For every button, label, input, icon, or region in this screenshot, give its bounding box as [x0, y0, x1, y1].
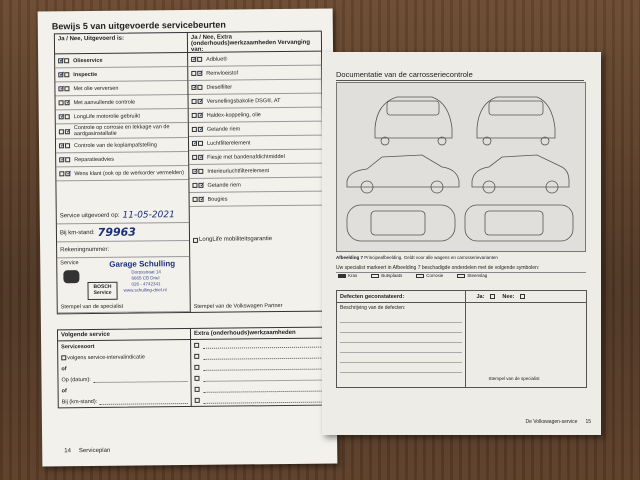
- extra-item-row: [188, 66, 321, 81]
- ja-checkbox[interactable]: [191, 57, 196, 62]
- service-date-value[interactable]: 11-05-2021: [122, 209, 175, 221]
- nee-checkbox[interactable]: [65, 100, 70, 105]
- extra-item-checkbox-pair: [191, 85, 203, 90]
- of-label-1: of: [61, 365, 67, 372]
- hatch-side-view: [472, 155, 569, 187]
- service-item-row: [55, 67, 187, 82]
- km2-row: [59, 395, 191, 407]
- extra-item-checkbox-pair: [192, 141, 204, 146]
- nee-checkbox[interactable]: [197, 71, 202, 76]
- yes-label: Ja:: [476, 293, 485, 300]
- longlife-checkbox[interactable]: [193, 237, 198, 242]
- service-item-label: LongLife motorolie gebruikt: [73, 112, 141, 120]
- extra-item-checkbox-pair: [193, 197, 205, 202]
- extra-item-label: Dieselfilter: [206, 84, 233, 91]
- hatch-top-roof: [485, 211, 543, 235]
- nee-checkbox[interactable]: [198, 127, 203, 132]
- service-item-checkbox-pair: [59, 143, 71, 148]
- extra-checkbox-3[interactable]: [194, 365, 199, 370]
- extra-work-header: Extra (onderhouds)werkzaamheden: [191, 328, 324, 340]
- ja-checkbox[interactable]: [59, 100, 64, 105]
- ja-checkbox[interactable]: [191, 85, 196, 90]
- defects-label: Defecten geconstateerd:: [337, 291, 466, 302]
- interval-checkbox[interactable]: [61, 355, 66, 360]
- km-row: [57, 223, 189, 242]
- car-outlines-svg: [337, 83, 587, 253]
- stamp-service-label: Service: [60, 260, 79, 267]
- service-item-row: [56, 95, 188, 110]
- extra-item-checkbox-pair: [192, 155, 204, 160]
- service-item-row: [56, 152, 188, 167]
- service-item-checkbox-pair: [59, 129, 71, 134]
- ja-checkbox[interactable]: [58, 72, 63, 77]
- service-item-label: Olieservice: [73, 57, 103, 64]
- service-item-row: [56, 138, 188, 153]
- description-line-2[interactable]: [340, 323, 462, 333]
- extra-item-row: [188, 80, 321, 95]
- ja-checkbox[interactable]: [192, 169, 197, 174]
- service-item-checkbox-pair: [58, 86, 70, 91]
- extra-item-row: [189, 178, 322, 193]
- bosch-service-logo: [87, 282, 117, 300]
- ja-checkbox[interactable]: [192, 141, 197, 146]
- ja-checkbox[interactable]: [192, 99, 197, 104]
- extra-item-label: Interieurluchtfilterelement: [207, 167, 270, 175]
- nee-checkbox[interactable]: [198, 183, 203, 188]
- interval-label: volgens service-intervalindicatie: [67, 353, 145, 361]
- service-item-row: [56, 166, 188, 181]
- nee-checkbox[interactable]: [65, 171, 70, 176]
- service-item-row: [55, 53, 187, 68]
- invoice-label: Rekeningnummer:: [60, 246, 110, 253]
- extra-field-2[interactable]: [203, 352, 321, 359]
- service-item-label: Reparatieadvies: [74, 156, 114, 163]
- legend-item: [457, 273, 487, 278]
- service-item-checkbox-pair: [58, 72, 70, 77]
- stamp-line4: www.schulling-driel.nl: [123, 287, 167, 293]
- ja-checkbox[interactable]: [193, 197, 198, 202]
- yes-checkbox[interactable]: [490, 294, 495, 299]
- stamp-garage-name: Garage Schulling: [109, 259, 176, 269]
- damage-legend: [338, 273, 487, 278]
- ja-checkbox[interactable]: [59, 114, 64, 119]
- extra-item-row: [189, 122, 322, 137]
- service-table: [54, 31, 325, 315]
- invoice-row: [57, 241, 189, 258]
- extra-field-3[interactable]: [203, 363, 321, 370]
- extra-items-list: [188, 52, 323, 207]
- extra-field-1[interactable]: [203, 341, 321, 348]
- ja-checkbox[interactable]: [59, 157, 64, 162]
- stamp-line1: Dorpsstraat 14: [131, 269, 161, 275]
- car-rear-view: [375, 97, 452, 138]
- right-page: [322, 52, 601, 435]
- description-line-3[interactable]: [340, 333, 462, 343]
- extra-item-checkbox-pair: [191, 57, 203, 62]
- service-item-row: [55, 81, 187, 96]
- right-page-number: 15: [585, 419, 591, 425]
- col-header-left: Ja / Nee, Uitgevoerd is:: [55, 33, 188, 53]
- extra-item-checkbox-pair: [192, 127, 204, 132]
- ja-checkbox[interactable]: [192, 127, 197, 132]
- ja-checkbox[interactable]: [192, 155, 197, 160]
- caption-text: Principeafbeelding. Geldt voor alle wagens en carrosserievarianten: [364, 255, 498, 260]
- extra-checkbox-1[interactable]: [194, 343, 199, 348]
- extra-item-label: Luchtfilterelement: [206, 139, 251, 147]
- right-footer-text: De Volkswagen-service: [525, 419, 578, 425]
- stamp-line2: 6665 CB Driel: [131, 275, 160, 281]
- service-item-label: Inspectie: [73, 71, 98, 78]
- servicesoort-label: Servicesoort: [61, 343, 95, 350]
- defects-table: [336, 290, 587, 388]
- ja-checkbox[interactable]: [192, 113, 197, 118]
- legend-label: Corrosie: [426, 273, 444, 278]
- longlife-label: LongLife mobiliteitsgarantie: [198, 236, 273, 243]
- left-footer: [64, 448, 110, 454]
- extra-item-row: [190, 192, 323, 207]
- legend-steenslag-marker: [457, 274, 465, 278]
- no-checkbox[interactable]: [520, 294, 525, 299]
- extra-item-checkbox-pair: [192, 183, 204, 188]
- service-date-row: [57, 207, 189, 224]
- right-stamp-label: Stempel van de specialist: [488, 376, 540, 381]
- extra-item-checkbox-pair: [191, 71, 203, 76]
- partner-stamp-label: Stempel van de Volkswagen Partner: [193, 303, 283, 310]
- extra-item-row: [189, 150, 322, 165]
- description-line-5[interactable]: [340, 353, 462, 363]
- service-item-checkbox-pair: [59, 157, 71, 162]
- ja-checkbox[interactable]: [59, 143, 64, 148]
- sedan-top-view: [347, 205, 455, 241]
- description-label: Beschrijving van de defecten:: [340, 305, 406, 311]
- date-field[interactable]: [94, 376, 188, 383]
- service-item-row: [56, 109, 188, 124]
- no-label: Nee:: [502, 293, 515, 300]
- extra-item-label: Bougies: [207, 196, 228, 203]
- car-rear-window: [387, 101, 439, 115]
- legend-label: Butsplaats: [381, 273, 403, 278]
- extra-item-checkbox-pair: [192, 99, 204, 104]
- left-page-number: 14: [64, 448, 71, 455]
- date-label: Op (datum):: [61, 376, 91, 383]
- extra-field-5[interactable]: [204, 385, 322, 392]
- extra-item-row: [189, 94, 322, 109]
- specialist-stamp-label: Stempel van de specialist: [60, 303, 124, 311]
- service-item-checkbox-pair: [59, 171, 71, 176]
- extra-item-label: Remvloeistof: [206, 69, 239, 77]
- car-front-window: [489, 101, 543, 115]
- col-header-right: Ja / Nee, Extra (onderhouds)werkzaamheden Vervanging van:: [190, 34, 311, 53]
- bosch-service-text: Service: [93, 289, 112, 296]
- service-item-label: Met olie verversen: [73, 85, 119, 92]
- left-page-title: Bewijs 5 van uitgevoerde servicebeurten: [51, 19, 226, 32]
- caption-label: Afbeelding 7: [336, 255, 364, 260]
- legend-item: [416, 273, 443, 278]
- specialist-stamp-area: [57, 257, 190, 313]
- right-footer: [525, 419, 591, 425]
- service-item-checkbox-pair: [59, 100, 71, 105]
- extra-item-label: Getande riem: [207, 181, 241, 189]
- garage-logo: [63, 270, 79, 283]
- extra-checkbox-4[interactable]: [194, 376, 199, 381]
- ja-checkbox[interactable]: [59, 171, 64, 176]
- ja-checkbox[interactable]: [192, 183, 197, 188]
- sedan-top-roof: [371, 211, 425, 235]
- service-item-label: Controle van de koplampafstelling: [74, 141, 157, 149]
- legend-label: Kras: [348, 273, 358, 278]
- service-item-checkbox-pair: [59, 114, 71, 119]
- longlife-row: [190, 206, 323, 245]
- car-body-diagram: [336, 82, 586, 252]
- ja-checkbox[interactable]: [58, 58, 63, 63]
- legend-label: Steenslag: [467, 273, 488, 278]
- of-label-2: of: [61, 387, 67, 394]
- right-page-title: Documentatie van de carrosseriecontrole: [336, 70, 584, 81]
- service-item-label: Controle op corrosie en lekkage van de aardgasinstallatie: [73, 124, 170, 138]
- km2-label: Bij (km-stand):: [61, 398, 98, 405]
- extra-item-label: Fiesje met bandenafdichtmiddel: [207, 153, 285, 161]
- hatch-top-view: [465, 205, 573, 241]
- extra-item-row: [189, 164, 322, 179]
- service-item-checkbox-pair: [58, 58, 70, 63]
- extra-field-6[interactable]: [204, 396, 322, 403]
- extra-item-row: [189, 108, 322, 123]
- km-value[interactable]: 79963: [97, 225, 136, 239]
- nee-checkbox[interactable]: [198, 155, 203, 160]
- description-line-1[interactable]: [340, 313, 462, 323]
- extra-item-label: Getande riem: [206, 125, 241, 133]
- nee-checkbox[interactable]: [199, 197, 204, 202]
- extra-item-checkbox-pair: [192, 113, 204, 118]
- legend-corrosie-marker: [416, 274, 424, 278]
- description-line-6[interactable]: [340, 363, 462, 373]
- extra-row-6: [192, 394, 325, 406]
- service-items-list: [55, 53, 190, 208]
- next-service-table: [57, 327, 326, 409]
- legend-item: [338, 273, 357, 278]
- instruction-text: Uw specialist markeert in Afbeelding 7 beschadigde onderdelen met de volgende symbolen:: [336, 265, 586, 273]
- figure-caption: [336, 255, 586, 260]
- ja-checkbox[interactable]: [59, 129, 64, 134]
- legend-buts-marker: [371, 274, 379, 278]
- ja-checkbox[interactable]: [191, 71, 196, 76]
- nee-checkbox[interactable]: [65, 129, 70, 134]
- legend-item: [371, 273, 402, 278]
- km2-field[interactable]: [100, 398, 188, 405]
- stamp-line3: 026 - 4742341: [131, 281, 161, 287]
- service-item-row: [56, 123, 188, 139]
- bosch-text: BOSCH: [93, 283, 112, 290]
- extra-checkbox-5[interactable]: [195, 387, 200, 392]
- extra-checkbox-6[interactable]: [195, 398, 200, 403]
- extra-item-label: Versnellingsbakolie DSG®, AT: [206, 97, 281, 105]
- extra-checkbox-2[interactable]: [194, 354, 199, 359]
- nee-checkbox[interactable]: [198, 99, 203, 104]
- description-line-4[interactable]: [340, 343, 462, 353]
- extra-item-row: [188, 52, 321, 67]
- extra-field-4[interactable]: [203, 374, 321, 381]
- service-date-label: Service uitgevoerd op:: [59, 212, 120, 219]
- service-item-label: Wens klant (ook op de werkorder vermelden): [74, 169, 185, 177]
- nee-checkbox[interactable]: [198, 113, 203, 118]
- extra-item-row: [189, 136, 322, 151]
- next-service-title: Volgende service: [58, 329, 191, 341]
- service-item-label: Met aanvullende controle: [73, 99, 136, 106]
- extra-item-checkbox-pair: [192, 169, 204, 174]
- left-footer-text: Serviceplan: [78, 447, 111, 455]
- left-page: [38, 8, 338, 466]
- ja-checkbox[interactable]: [58, 86, 63, 91]
- extra-item-label: Adblue®: [206, 56, 228, 63]
- extra-item-label: Haldex-koppeling, olie: [206, 111, 261, 119]
- legend-kras-marker: [338, 274, 346, 278]
- km-label: Bij km-stand:: [59, 229, 95, 236]
